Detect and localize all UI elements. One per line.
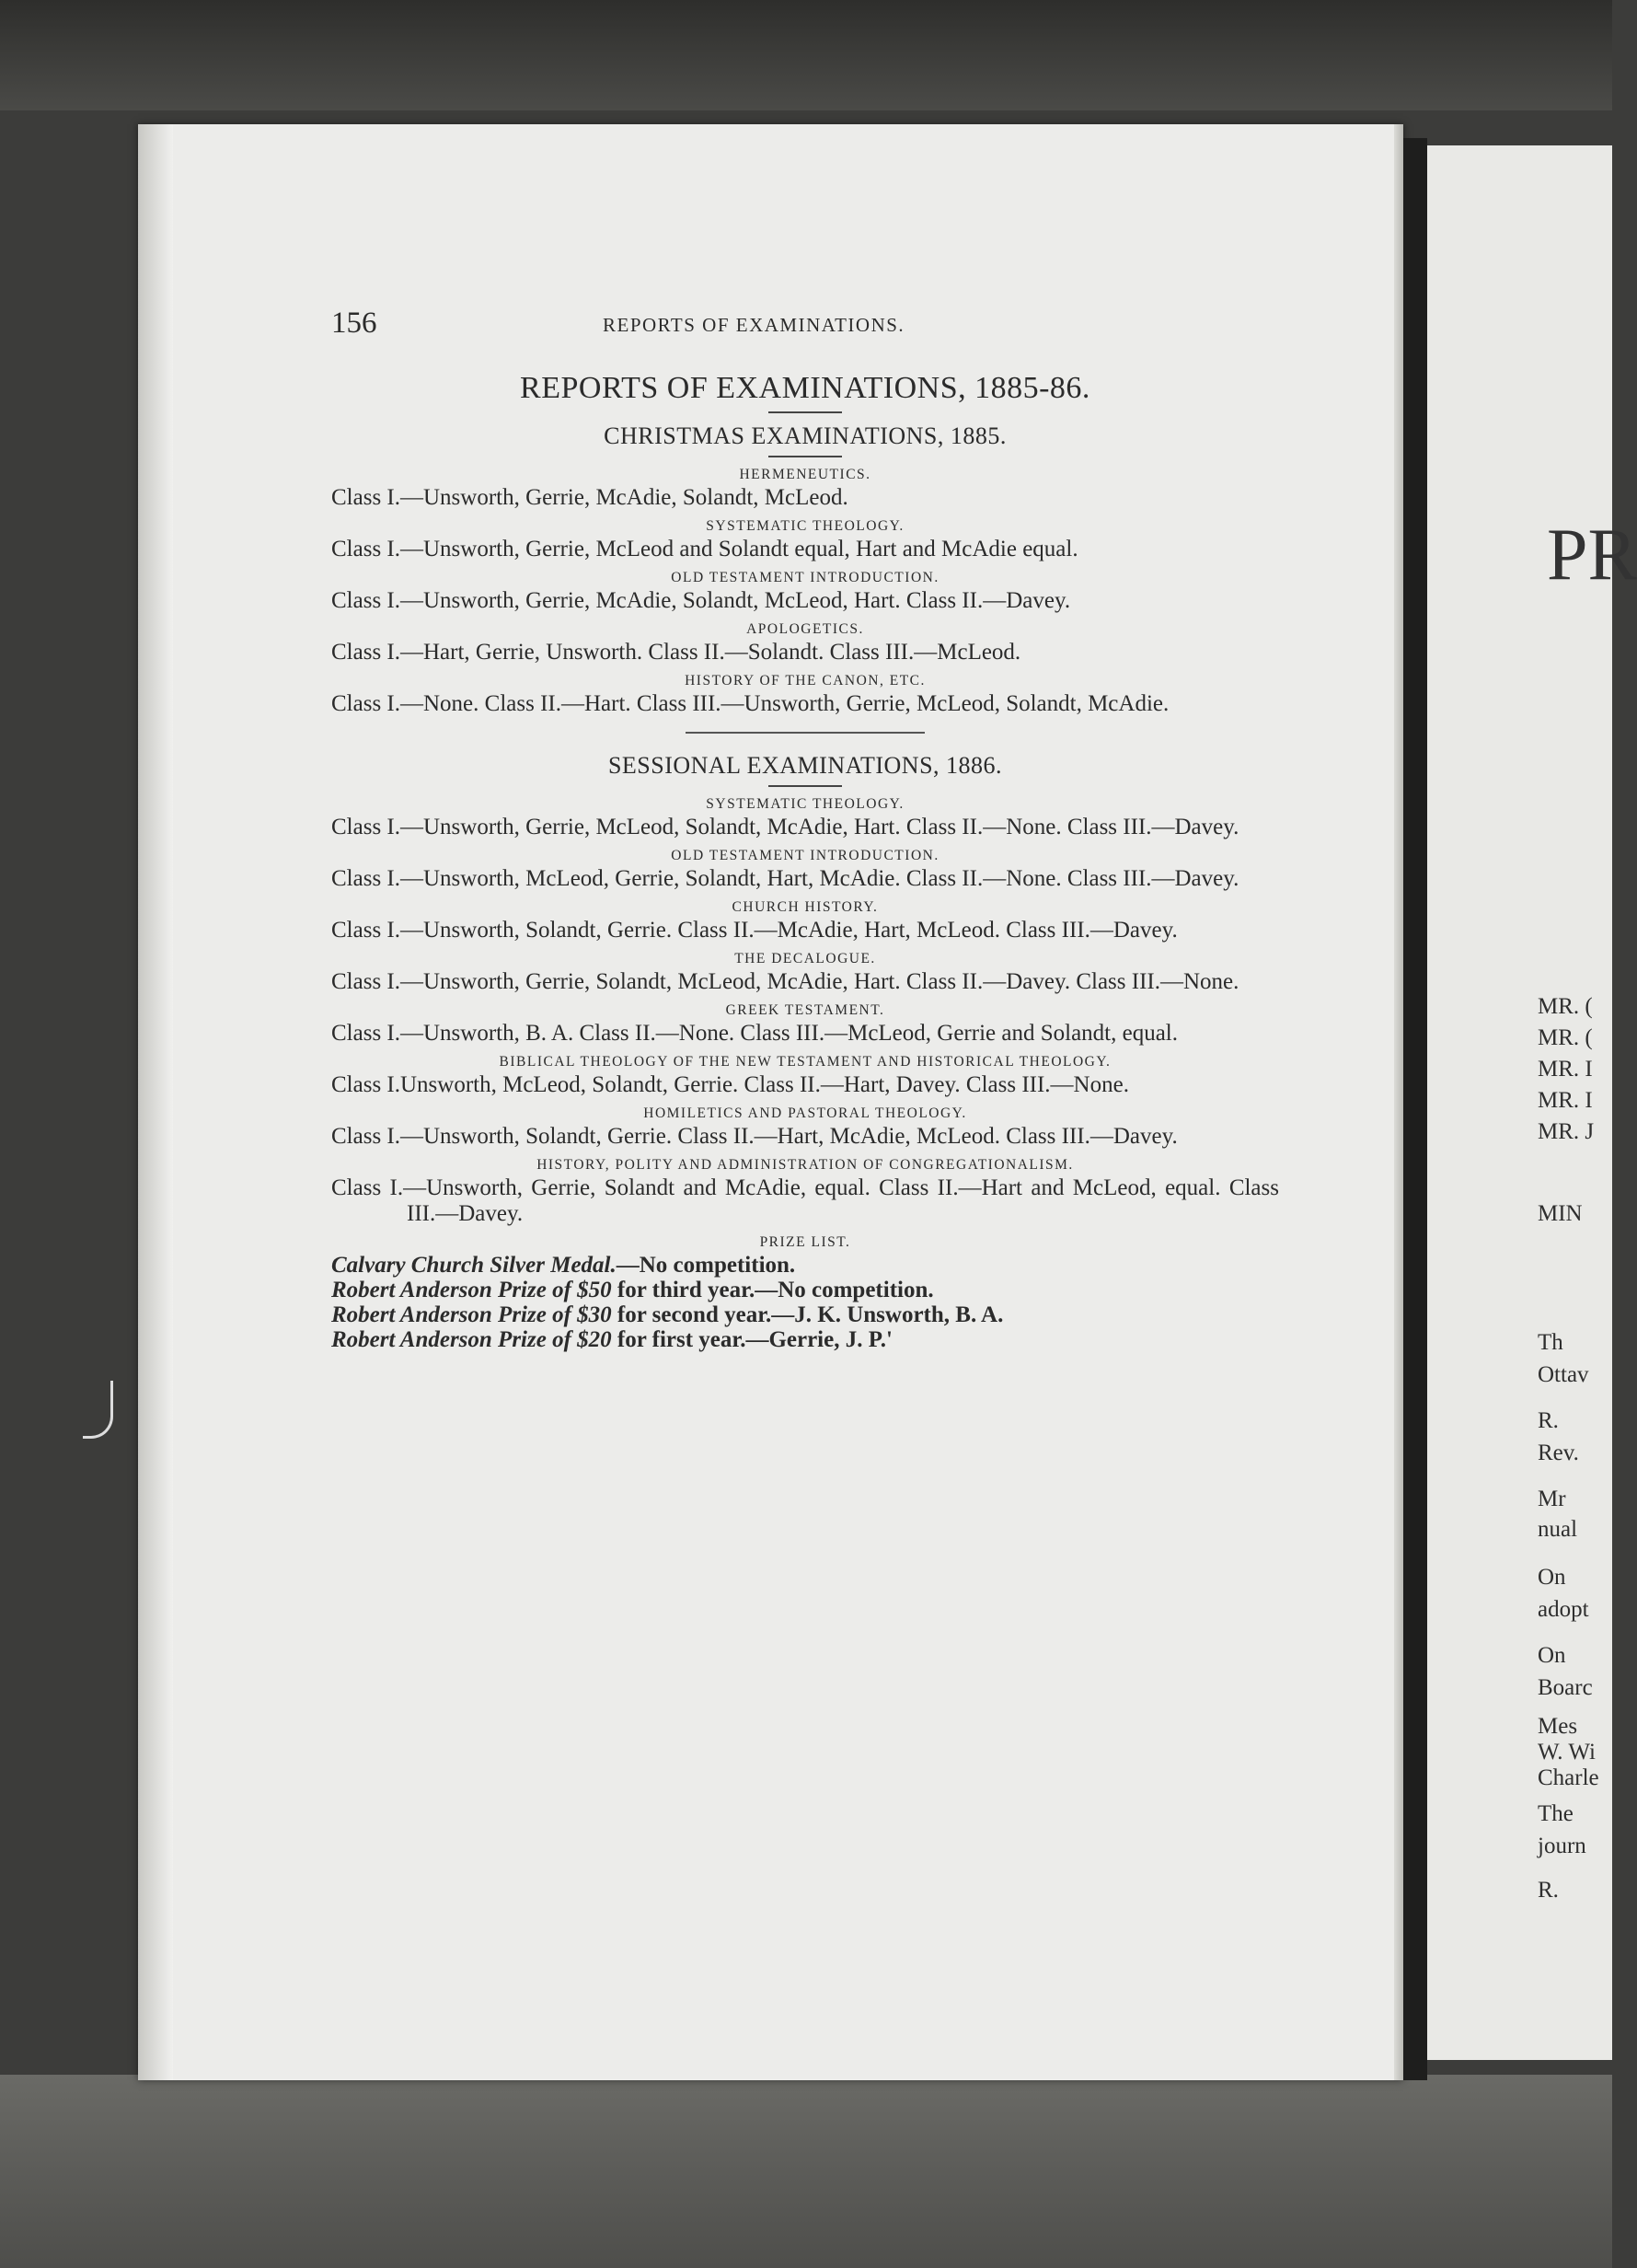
page-number: 156 — [331, 307, 377, 340]
subject-heading: APOLOGETICS. — [746, 621, 864, 637]
right-page-line: The — [1538, 1801, 1574, 1826]
sessional-subjects — [331, 796, 1279, 1227]
running-head — [331, 307, 1279, 347]
subject-heading: HOMILETICS AND PASTORAL THEOLOGY. — [643, 1105, 967, 1121]
subject-results: Class I.—Unsworth, Gerrie, McLeod and Solandt equal, Hart and McAdie equal. — [331, 537, 1078, 561]
right-page-fragment — [1427, 145, 1637, 2060]
subject-results: Class I.—Unsworth, Solandt, Gerrie. Class II.—McAdie, Hart, McLeod. Class III.—Davey. — [331, 918, 1178, 943]
subject-heading: HERMENEUTICS. — [739, 467, 871, 482]
subject-results: Class I.—Unsworth, Gerrie, McLeod, Solandt, McAdie, Hart. Class II.—None. Class III.—Davey. — [331, 815, 1239, 839]
right-page-line: On — [1538, 1643, 1566, 1668]
prize-name: Robert Anderson Prize of $30 — [331, 1302, 612, 1327]
right-page-line: Mes — [1538, 1714, 1578, 1739]
right-page-line: Boarc — [1538, 1675, 1593, 1700]
subject-results: Class I.—Unsworth, Gerrie, Solandt, McLeod, McAdie, Hart. Class II.—Davey. Class III.—None. — [331, 969, 1239, 994]
book-gutter — [1403, 138, 1427, 2080]
prize-result: for third year.—No competition. — [611, 1278, 934, 1302]
subject-heading: OLD TESTAMENT INTRODUCTION. — [671, 570, 940, 585]
right-page-line: MIN — [1538, 1201, 1583, 1226]
right-page-line: MR. ( — [1538, 994, 1593, 1019]
prize-list — [331, 1253, 1279, 1352]
subject-heading: CHURCH HISTORY. — [732, 899, 879, 915]
prize-item — [331, 1327, 1279, 1352]
subject-results: Class I.—Unsworth, Gerrie, Solandt and McAdie, equal. Class II.—Hart and McLeod, equal. Class III.—Davey. — [331, 1175, 1279, 1226]
page-edge-shadow — [1394, 124, 1403, 2080]
right-page-line: Charle — [1538, 1765, 1599, 1790]
title-rule — [768, 411, 842, 413]
right-page-line: nual — [1538, 1517, 1578, 1542]
prize-name: Calvary Church Silver Medal. — [331, 1253, 617, 1278]
subject-results: Class I.—None. Class II.—Hart. Class III.—Unsworth, Gerrie, McLeod, Solandt, McAdie. — [331, 691, 1170, 716]
right-page-title: PR — [1547, 515, 1637, 596]
right-page-line: MR. I — [1538, 1088, 1593, 1113]
prize-result: for first year.—Gerrie, J. P.' — [611, 1327, 893, 1352]
prize-result: —No competition. — [616, 1253, 796, 1278]
subject-results: Class I.—Unsworth, B. A. Class II.—None. Class III.—McLeod, Gerrie and Solandt, equal. — [331, 1021, 1178, 1046]
page-corner-mark — [83, 1381, 113, 1439]
right-page-line: On — [1538, 1565, 1566, 1590]
right-page-line: Ottav — [1538, 1362, 1589, 1387]
scan-background-top — [0, 0, 1612, 110]
section-rule — [768, 456, 842, 457]
prize-item — [331, 1253, 1279, 1278]
right-page-line: W. Wi — [1538, 1740, 1596, 1765]
section-divider — [686, 732, 925, 734]
subject-results: Class I.—Unsworth, Gerrie, McAdie, Solandt, McLeod. — [331, 485, 848, 510]
page-content — [331, 307, 1279, 1352]
subject-results: Class I.—Unsworth, Gerrie, McAdie, Solandt, McLeod, Hart. Class II.—Davey. — [331, 588, 1071, 613]
right-page-line: R. — [1538, 1408, 1559, 1433]
right-page-line: journ — [1538, 1834, 1586, 1858]
subject-heading: SYSTEMATIC THEOLOGY. — [706, 796, 905, 812]
subject-heading: GREEK TESTAMENT. — [725, 1002, 885, 1018]
subject-results: Class I.Unsworth, McLeod, Solandt, Gerrie. Class II.—Hart, Davey. Class III.—None. — [331, 1072, 1129, 1097]
christmas-title: CHRISTMAS EXAMINATIONS, 1885. — [604, 422, 1007, 449]
subject-heading: OLD TESTAMENT INTRODUCTION. — [671, 848, 940, 863]
prize-name: Robert Anderson Prize of $50 — [331, 1278, 612, 1302]
subject-heading: SYSTEMATIC THEOLOGY. — [706, 518, 905, 534]
scan-background-bottom — [0, 2075, 1612, 2268]
prize-result: for second year.—J. K. Unsworth, B. A. — [611, 1302, 1004, 1327]
right-page-line: Th — [1538, 1330, 1563, 1355]
prize-name: Robert Anderson Prize of $20 — [331, 1327, 612, 1352]
subject-heading: THE DECALOGUE. — [734, 951, 876, 966]
right-page-line: MR. J — [1538, 1119, 1595, 1144]
right-page-line: R. — [1538, 1878, 1559, 1903]
right-page-line: MR. ( — [1538, 1025, 1593, 1050]
subject-results: Class I.—Hart, Gerrie, Unsworth. Class II.—Solandt. Class III.—McLeod. — [331, 640, 1021, 665]
subject-heading: BIBLICAL THEOLOGY OF THE NEW TESTAMENT AND HISTORICAL THEOLOGY. — [499, 1054, 1112, 1070]
right-page-line: MR. I — [1538, 1057, 1593, 1082]
right-page-line: Mr — [1538, 1487, 1566, 1511]
running-title: REPORTS OF EXAMINATIONS. — [603, 314, 905, 336]
christmas-subjects — [331, 467, 1279, 717]
subject-heading: HISTORY, POLITY AND ADMINISTRATION OF CONGREGATIONALISM. — [536, 1157, 1074, 1173]
prize-list-heading: PRIZE LIST. — [759, 1234, 851, 1250]
section-rule — [768, 785, 842, 787]
sessional-title: SESSIONAL EXAMINATIONS, 1886. — [607, 752, 1003, 779]
right-page-line: Rev. — [1538, 1441, 1579, 1465]
subject-results: Class I.—Unsworth, Solandt, Gerrie. Class II.—Hart, McAdie, McLeod. Class III.—Davey. — [331, 1124, 1178, 1149]
prize-item — [331, 1278, 1279, 1302]
subject-results: Class I.—Unsworth, McLeod, Gerrie, Solandt, Hart, McAdie. Class II.—None. Class III.—Davey. — [331, 866, 1239, 891]
subject-heading: HISTORY OF THE CANON, ETC. — [685, 673, 926, 688]
right-page-line: adopt — [1538, 1597, 1589, 1622]
page-edge — [138, 124, 173, 2080]
prize-item — [331, 1302, 1279, 1327]
main-title: REPORTS OF EXAMINATIONS, 1885-86. — [520, 371, 1090, 405]
